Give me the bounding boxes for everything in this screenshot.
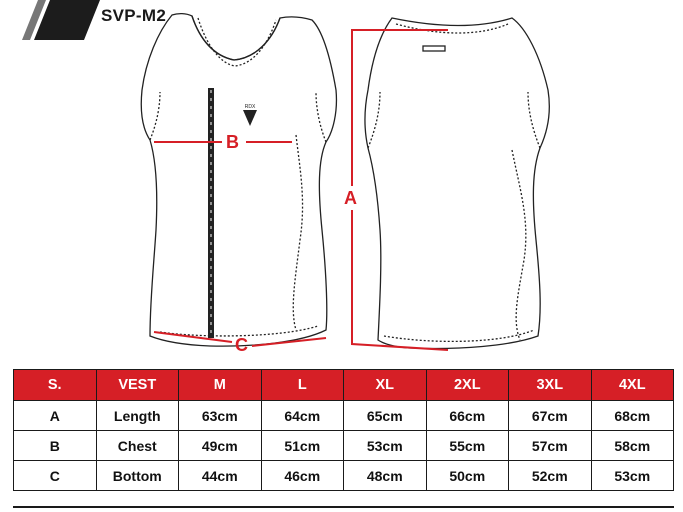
col-header: L <box>261 370 344 401</box>
table-cell: A <box>14 401 97 431</box>
table-cell: 65cm <box>344 401 427 431</box>
label-b: B <box>226 132 239 152</box>
size-chart-table <box>13 369 674 491</box>
table-cell: 68cm <box>591 401 674 431</box>
col-header: XL <box>344 370 427 401</box>
table-cell: 52cm <box>509 461 592 491</box>
col-header: 2XL <box>426 370 509 401</box>
col-header: 3XL <box>509 370 592 401</box>
table-cell: 63cm <box>179 401 262 431</box>
col-header: S. <box>14 370 97 401</box>
table-cell: 51cm <box>261 431 344 461</box>
table-cell: 50cm <box>426 461 509 491</box>
table-row <box>14 431 674 461</box>
table-header-row <box>14 370 674 401</box>
vest-front <box>141 14 336 347</box>
table-cell: 66cm <box>426 401 509 431</box>
vest-back <box>365 18 549 349</box>
table-cell: B <box>14 431 97 461</box>
bottom-divider <box>13 506 674 508</box>
table-row <box>14 461 674 491</box>
table-cell: 67cm <box>509 401 592 431</box>
chest-brand-mark: RDX <box>244 104 256 110</box>
label-a: A <box>344 188 357 208</box>
label-c: C <box>235 335 248 355</box>
table-cell: Chest <box>96 431 179 461</box>
table-cell: Bottom <box>96 461 179 491</box>
table-cell: 55cm <box>426 431 509 461</box>
table-cell: 48cm <box>344 461 427 491</box>
table-cell: 44cm <box>179 461 262 491</box>
model-code: SVP-M2 <box>101 6 167 25</box>
table-cell: 49cm <box>179 431 262 461</box>
table-cell: 53cm <box>591 461 674 491</box>
table-cell: 46cm <box>261 461 344 491</box>
table-row <box>14 401 674 431</box>
table-cell: Length <box>96 401 179 431</box>
table-cell: 53cm <box>344 431 427 461</box>
col-header: VEST <box>96 370 179 401</box>
table-cell: C <box>14 461 97 491</box>
table-cell: 58cm <box>591 431 674 461</box>
col-header: 4XL <box>591 370 674 401</box>
col-header: M <box>179 370 262 401</box>
table-cell: 64cm <box>261 401 344 431</box>
table-cell: 57cm <box>509 431 592 461</box>
